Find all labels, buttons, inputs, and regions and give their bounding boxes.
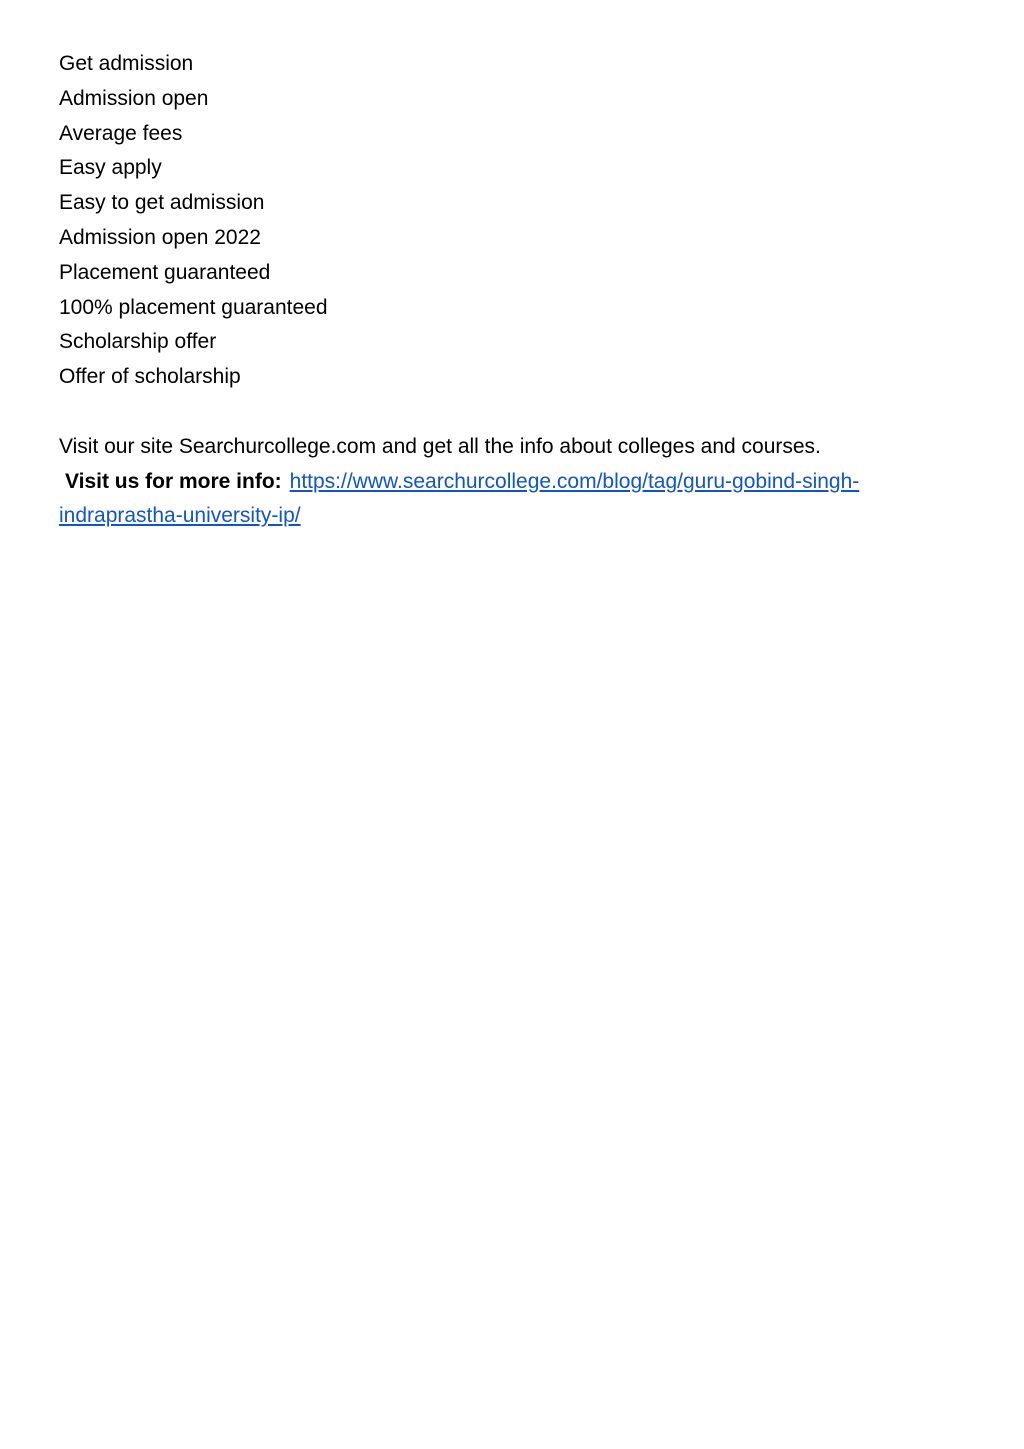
text-line-get-admission: Get admission bbox=[59, 52, 194, 75]
text-line-average-fees: Average fees bbox=[59, 121, 183, 145]
text-line-easy-apply: Easy apply bbox=[59, 156, 162, 180]
more-info-link[interactable]: https://www.searchurcollege.com/blog/tag/guru-gobind-singh-indraprastha-university-ip/ bbox=[59, 469, 860, 528]
text-line-easy-to-get-admission: Easy to get admission bbox=[59, 191, 265, 215]
visit-site-text: Visit our site Searchurcollege.com and get all the info about colleges and courses. bbox=[59, 434, 821, 458]
paragraph-spacer bbox=[59, 395, 959, 430]
text-line-placement-guaranteed: Placement guaranteed bbox=[59, 260, 271, 284]
more-info-label: Visit us for more info: bbox=[65, 469, 282, 493]
document-page bbox=[59, 47, 959, 534]
text-line-admission-open: Admission open bbox=[59, 86, 209, 110]
text-line-offer-of-scholarship: Offer of scholarship bbox=[59, 365, 241, 389]
text-line-scholarship-offer: Scholarship offer bbox=[59, 330, 217, 354]
text-line-100-placement-guaranteed: 100% placement guaranteed bbox=[59, 295, 328, 319]
text-line-admission-open-2022: Admission open 2022 bbox=[59, 225, 261, 249]
visit-paragraph bbox=[59, 430, 909, 534]
